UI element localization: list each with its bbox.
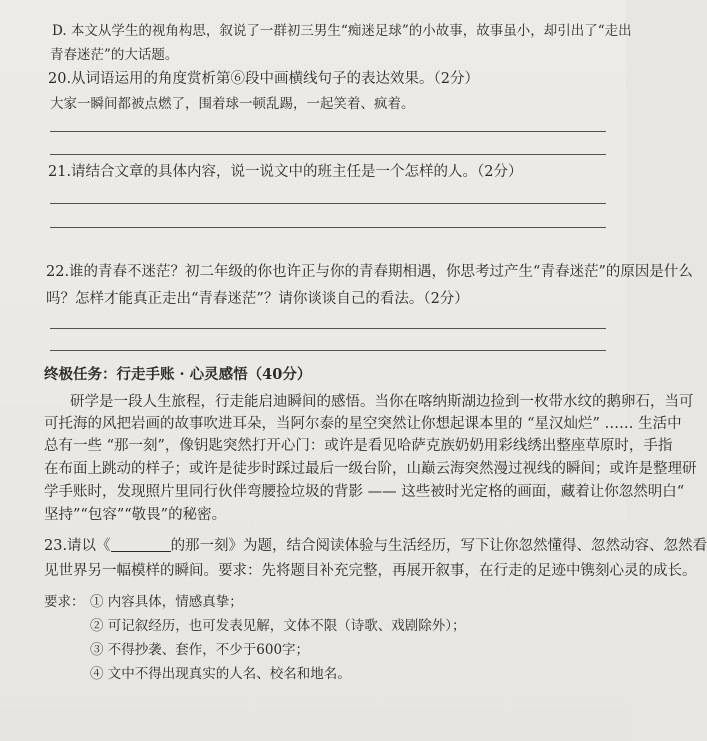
option-d-line2: 青春迷茫”的大话题。 [50, 47, 179, 63]
answer-line [50, 227, 606, 228]
option-d-line1: D. 本文从学生的视角构思，叙说了一群初三男生“痴迷足球”的小故事，故事虽小，却引出了“走出 [52, 23, 632, 39]
question-20-prompt: 20.从词语运用的角度赏析第⑥段中画横线句子的表达效果。（2分） [48, 71, 480, 87]
final-task-paragraph: 可托海的风把岩画的故事吹进耳朵，当阿尔泰的星空突然让你想起课本里的 “星汉灿烂” …… 生活中 [44, 416, 682, 432]
requirement-item: ② 可记叙经历，也可发表见解，文体不限（诗歌、戏剧除外）； [90, 618, 466, 634]
final-task-title: 终极任务：行走手账 · 心灵感悟（40分） [44, 366, 312, 383]
final-task-paragraph: 学手账时，发现照片里同行伙伴弯腰捡垃圾的背影 —— 这些被时光定格的画面，藏着让你忽然明白“ [44, 484, 685, 500]
answer-line [50, 203, 606, 204]
question-22-line2: 吗？怎样才能真正走出“青春迷茫”？请你谈谈自己的看法。（2分） [46, 291, 469, 307]
answer-line [50, 131, 606, 132]
question-21-prompt: 21.请结合文章的具体内容，说一说文中的班主任是一个怎样的人。（2分） [48, 164, 523, 180]
final-task-paragraph: 坚持”“包容”“敬畏”的秘密。 [44, 507, 227, 523]
question-23-prefix: 23.请以《 [44, 538, 111, 554]
requirement-item: ① 内容具体，情感真挚； [90, 594, 243, 610]
answer-line [50, 350, 606, 351]
question-23-line1 [44, 537, 707, 555]
requirements-label: 要求： [44, 594, 85, 610]
final-task-paragraph: 在布面上跳动的样子；或许是徒步时踩过最后一级台阶，山巅云海突然漫过视线的瞬间；或许是整理研 [44, 461, 697, 477]
answer-line [50, 154, 606, 155]
requirement-item: ③ 不得抄袭、套作，不少于600字； [90, 642, 310, 658]
question-20-quote: 大家一瞬间都被点燃了，围着球一顿乱踢，一起笑着、疯着。 [50, 96, 415, 112]
final-task-paragraph: 总有一些 “那一刻”，像钥匙突然打开心门：或许是看见哈萨克族奶奶用彩线绣出整座草原时，手指 [44, 438, 673, 454]
answer-line [50, 328, 606, 329]
title-blank [111, 537, 171, 552]
question-22-line1: 22.谁的青春不迷茫？初二年级的你也许正与你的青春期相遇，你思考过产生“青春迷茫”的原因是什么 [46, 264, 693, 280]
final-task-paragraph: 研学是一段人生旅程，行走能启迪瞬间的感悟。当你在喀纳斯湖边捡到一枚带水纹的鹅卵石，当可 [70, 394, 694, 410]
requirement-item: ④ 文中不得出现真实的人名、校名和地名。 [90, 666, 351, 682]
question-23-line2: 见世界另一幅模样的瞬间。要求：先将题目补充完整，再展开叙事，在行走的足迹中镌刻心灵的成长。 [44, 563, 697, 579]
question-23-suffix: 的那一刻》为题，结合阅读体验与生活经历，写下让你忽然懂得、忽然动容、忽然看 [170, 538, 707, 554]
